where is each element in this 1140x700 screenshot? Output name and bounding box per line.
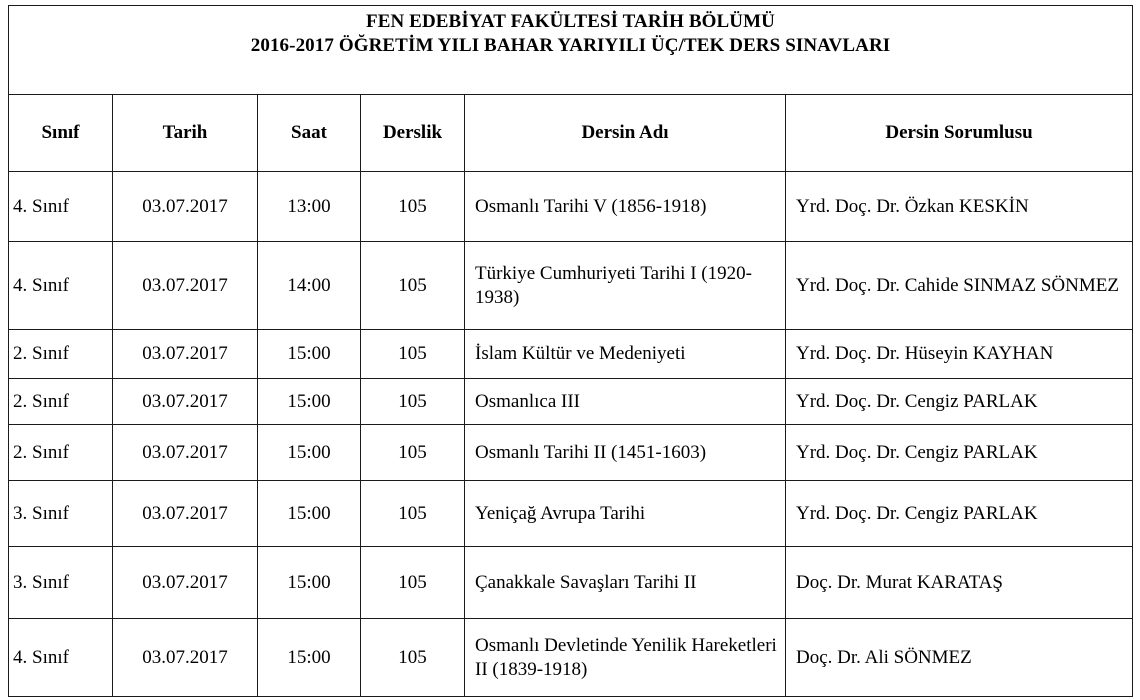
title-line-2: 2016-2017 ÖĞRETİM YILI BAHAR YARIYILI ÜÇ/TEK DERS SINAVLARI <box>250 35 891 56</box>
cell-saat: 15:00 <box>258 547 361 619</box>
cell-dersin-sorumlusu: Yrd. Doç. Dr. Cengiz PARLAK <box>786 425 1133 481</box>
cell-dersin-adi: Osmanlı Devletinde Yenilik Hareketleri II (1839-1918) <box>465 619 786 697</box>
cell-dersin-adi: Çanakkale Savaşları Tarihi II <box>465 547 786 619</box>
cell-derslik: 105 <box>361 547 465 619</box>
table-row <box>9 330 1133 379</box>
cell-tarih: 03.07.2017 <box>113 425 258 481</box>
cell-sinif: 4. Sınıf <box>9 172 113 242</box>
table-row <box>9 242 1133 330</box>
cell-sinif: 3. Sınıf <box>9 547 113 619</box>
cell-dersin-adi: İslam Kültür ve Medeniyeti <box>465 330 786 379</box>
cell-saat: 14:00 <box>258 242 361 330</box>
cell-sinif: 2. Sınıf <box>9 330 113 379</box>
table-row <box>9 172 1133 242</box>
cell-derslik: 105 <box>361 330 465 379</box>
cell-saat: 15:00 <box>258 619 361 697</box>
cell-dersin-adi: Osmanlı Tarihi II (1451-1603) <box>465 425 786 481</box>
cell-saat: 15:00 <box>258 481 361 547</box>
header-derslik: Derslik <box>361 95 465 172</box>
cell-sinif: 4. Sınıf <box>9 619 113 697</box>
cell-dersin-sorumlusu: Yrd. Doç. Dr. Cengiz PARLAK <box>786 481 1133 547</box>
header-sinif: Sınıf <box>9 95 113 172</box>
header-row <box>9 95 1133 172</box>
document-title <box>9 6 1133 95</box>
header-dersin-sorumlusu: Dersin Sorumlusu <box>786 95 1133 172</box>
exam-schedule-table <box>8 5 1133 697</box>
cell-saat: 15:00 <box>258 425 361 481</box>
table-row <box>9 379 1133 425</box>
table-row <box>9 619 1133 697</box>
cell-dersin-adi: Yeniçağ Avrupa Tarihi <box>465 481 786 547</box>
cell-derslik: 105 <box>361 619 465 697</box>
cell-saat: 15:00 <box>258 330 361 379</box>
cell-dersin-sorumlusu: Yrd. Doç. Dr. Hüseyin KAYHAN <box>786 330 1133 379</box>
cell-tarih: 03.07.2017 <box>113 619 258 697</box>
exam-schedule-sheet <box>8 5 1132 693</box>
cell-sinif: 4. Sınıf <box>9 242 113 330</box>
header-tarih: Tarih <box>113 95 258 172</box>
header-dersin-adi: Dersin Adı <box>465 95 786 172</box>
cell-dersin-adi: Türkiye Cumhuriyeti Tarihi I (1920-1938) <box>465 242 786 330</box>
cell-saat: 13:00 <box>258 172 361 242</box>
table-row <box>9 481 1133 547</box>
cell-saat: 15:00 <box>258 379 361 425</box>
cell-derslik: 105 <box>361 242 465 330</box>
cell-derslik: 105 <box>361 379 465 425</box>
cell-tarih: 03.07.2017 <box>113 379 258 425</box>
table-row <box>9 425 1133 481</box>
cell-derslik: 105 <box>361 172 465 242</box>
table-row <box>9 547 1133 619</box>
cell-tarih: 03.07.2017 <box>113 172 258 242</box>
cell-dersin-adi: Osmanlı Tarihi V (1856-1918) <box>465 172 786 242</box>
cell-dersin-sorumlusu: Yrd. Doç. Dr. Cahide SINMAZ SÖNMEZ <box>786 242 1133 330</box>
cell-sinif: 2. Sınıf <box>9 425 113 481</box>
cell-dersin-sorumlusu: Doç. Dr. Ali SÖNMEZ <box>786 619 1133 697</box>
cell-tarih: 03.07.2017 <box>113 547 258 619</box>
title-line-1: FEN EDEBİYAT FAKÜLTESİ TARİH BÖLÜMÜ <box>366 11 775 32</box>
cell-dersin-sorumlusu: Yrd. Doç. Dr. Cengiz PARLAK <box>786 379 1133 425</box>
cell-dersin-adi: Osmanlıca III <box>465 379 786 425</box>
cell-sinif: 3. Sınıf <box>9 481 113 547</box>
cell-sinif: 2. Sınıf <box>9 379 113 425</box>
header-saat: Saat <box>258 95 361 172</box>
cell-dersin-sorumlusu: Doç. Dr. Murat KARATAŞ <box>786 547 1133 619</box>
cell-derslik: 105 <box>361 425 465 481</box>
cell-tarih: 03.07.2017 <box>113 330 258 379</box>
title-row <box>9 6 1133 95</box>
cell-dersin-sorumlusu: Yrd. Doç. Dr. Özkan KESKİN <box>786 172 1133 242</box>
cell-tarih: 03.07.2017 <box>113 242 258 330</box>
cell-tarih: 03.07.2017 <box>113 481 258 547</box>
cell-derslik: 105 <box>361 481 465 547</box>
